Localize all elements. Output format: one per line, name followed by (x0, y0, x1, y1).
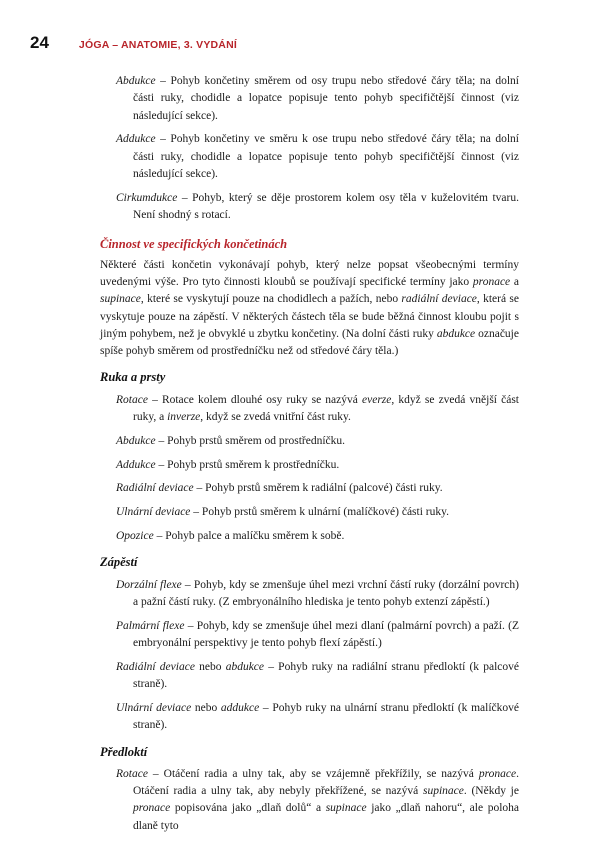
definition-radial-deviation-wrist: Radiální deviace nebo abdukce – Pohyb ruky na radiální stranu předloktí (k palcové straně). (116, 660, 519, 691)
definition-dorsal-flexion: Dorzální flexe – Pohyb, kdy se zmenšuje úhel mezi vrchní částí ruky (dorzální povrch) a pažní částí ruky. (Z embryonálního hlediska je tento pohyb extenzí zápěstí.) (116, 578, 519, 608)
intro-paragraph: Některé části končetin vykonávají pohyb, který nelze popsat všeobecnými termíny uvedenými výše. Pro tyto činnosti kloubů se používají specifické termíny jako pronace a supinace, které se vyskytují pouze na chodidlech a pažích, nebo radiální deviace, která se vyskytuje pouze na zápěstí. V některých částech těla se bude běžná činnost kloubu pojit s jiným pohybem, než je obvyklé u zbytku končetiny. (Na dolní části ruky abdukce označuje spíše pohyb směrem od prostředníčku než od středové čáry těla.) (100, 258, 519, 358)
definition-radial-deviation: Radiální deviace – Pohyb prstů směrem k radiální (palcové) části ruky. (116, 482, 443, 495)
definition-abdukce (116, 73, 519, 125)
term: Ulnární deviace (116, 701, 192, 714)
definition-opozice: Opozice – Pohyb palce a malíčku směrem k sobě. (116, 530, 345, 543)
definition-addukce (116, 131, 519, 183)
definition-addukce-fingers: Addukce – Pohyb prstů směrem k prostředníčku. (116, 458, 340, 471)
term: abdukce (225, 660, 265, 673)
subsection-heading-forearm: Předloktí (100, 744, 148, 759)
body-text (100, 73, 519, 841)
page-header (30, 33, 237, 53)
term: Addukce (116, 133, 156, 146)
definition-text: – Pohyb, který se děje prostorem kolem osy těla v kuželovitém tvaru. Není shodný s rotací. (133, 191, 519, 222)
term: Cirkumdukce (116, 191, 178, 204)
definition-palmar-flexion: Palmární flexe – Pohyb, kdy se zmenšuje úhel mezi dlaní (palmární povrch) a paží. (Z embryonální perspektivy je tento pohyb flexí zápěstí.) (116, 619, 519, 650)
section-heading: Činnost ve specifických končetinách (100, 237, 288, 252)
term: Opozice (116, 530, 154, 543)
term: Addukce (116, 458, 156, 471)
term: Ulnární deviace (116, 506, 191, 519)
definition-rotace-forearm: Rotace – Otáčení radia a ulny tak, aby se vzájemně překřížily, se nazývá pronace. Otáčení radia a ulny tak, aby nebyly překřížené, se nazývá supinace. (Někdy je pronace popisována jako „dlaň dolů“ a supinace jako „dlaň nahoru“, ale poloha dlaně tyto (116, 767, 519, 832)
term: Radiální deviace (116, 482, 194, 495)
term: addukce (220, 701, 260, 714)
running-head: JÓGA – ANATOMIE, 3. VYDÁNÍ (78, 39, 237, 51)
term: Abdukce (116, 75, 156, 87)
term: Rotace (116, 767, 148, 780)
definition-ulnar-deviation-wrist: Ulnární deviace nebo addukce – Pohyb ruky na ulnární stranu předloktí (k malíčkové straně). (116, 701, 519, 732)
term: Rotace (116, 393, 148, 406)
definition-rotace: Rotace – Rotace kolem dlouhé osy ruky se nazývá everze, když se zvedá vnější část ruky, a inverze, když se zvedá vnitřní část ruky. (116, 393, 519, 424)
definition-cirkumdukce (116, 190, 519, 225)
definition-text: – Pohyb končetiny ve směru k ose trupu nebo středové čáry těla; na dolní části ruky, chodidle a lopatce popisuje tento pohyb specifičtější činnost (viz následující sekce). (133, 133, 519, 180)
subsection-heading-wrist: Zápěstí (100, 555, 138, 570)
term: Radiální deviace (116, 660, 195, 673)
subsection-heading-hand: Ruka a prsty (100, 370, 166, 385)
term: Palmární flexe (116, 619, 185, 632)
definition-ulnar-deviation: Ulnární deviace – Pohyb prstů směrem k ulnární (malíčkové) části ruky. (116, 506, 450, 519)
term: Abdukce (116, 434, 156, 447)
page-number: 24 (30, 33, 49, 52)
definition-abdukce-fingers: Abdukce – Pohyb prstů směrem od prostředníčku. (116, 434, 346, 447)
term: Dorzální flexe (116, 578, 182, 591)
definition-text: – Pohyb končetiny směrem od osy trupu nebo středové čáry těla; na dolní části ruky, chodidle a lopatce popisuje tento pohyb specifičtější činnost (viz následující sekce). (133, 75, 519, 122)
